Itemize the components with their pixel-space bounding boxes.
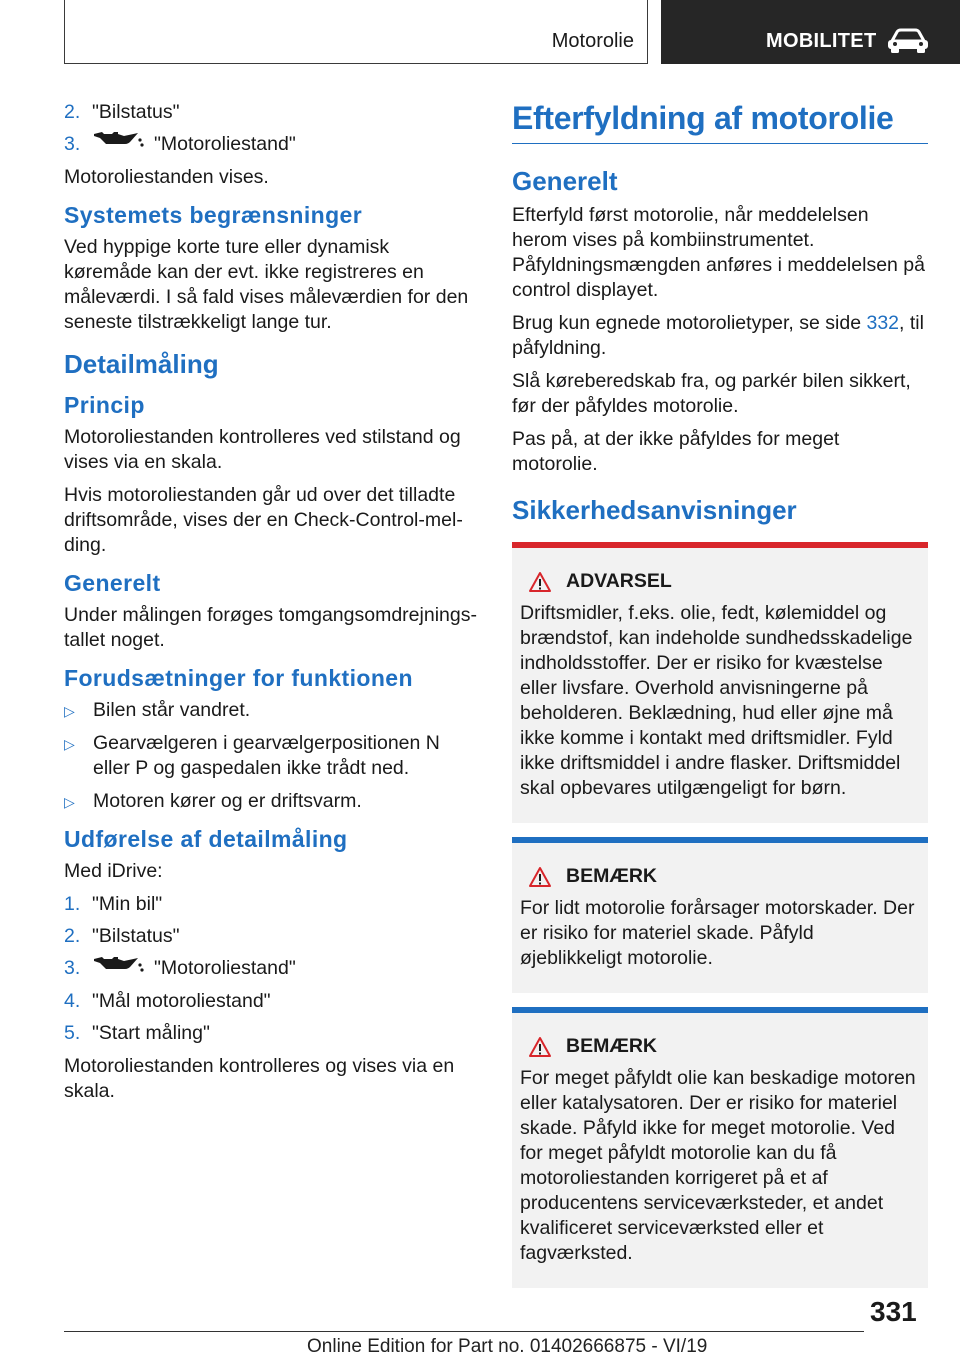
warning-text: Driftsmidler, f.eks. olie, fedt, kølemiddel og brændstof, kan indeholde sundhedsskadelige indholdsstoffer. Der er risiko for kvæstelse eller livsfare. Overhold anvisningerne på beholderen. Beklædning, hud eller øjne må ikke komme i kontakt med driftsmidler. Fyld ikke driftsmiddel i andre flasker. Driftsmiddel skal opbevares utilgængeligt for børn. [520, 602, 913, 799]
triangle-bullet-icon: ▷ [64, 794, 75, 811]
paragraph: Slå køreberedskab fra, og parkér bilen sikkert, før der påfyldes motorolie. [512, 370, 911, 417]
paragraph: Efterfyld først motorolie, når meddelelsen herom vises på kombiinstrumentet. Påfyldningsmængden anføres i meddelelsen på control displayet. [512, 204, 925, 301]
oil-can-icon [92, 130, 144, 155]
heading-perform-measurement: Udførelse af detailmåling [64, 826, 348, 853]
notice-text: For meget påfyldt olie kan beskadige motoren eller katalysatoren. Der er risiko for materiel skade. Påfyld ikke for meget motorolie. Ved for meget påfyldt motorolie kan du få motoroliestanden korrigeret på et af producentens serviceværksteder, et andet kvalificeret serviceværksted eller et fagværksted. [520, 1067, 916, 1264]
heading-general: Generelt [64, 570, 161, 597]
list-item: 3. "Motoroliestand" [64, 956, 478, 981]
oil-can-icon [92, 955, 144, 980]
header-chapter-tab [661, 0, 960, 64]
paragraph: Under målingen forøges tomgangsomdrejningstallet noget. [64, 604, 477, 652]
heading-general: Generelt [512, 166, 618, 196]
notice-text: For lidt motorolie forårsager motorskader. Der er risiko for materiel skade. Påfyld øjeblikkeligt motorolie. [520, 897, 915, 969]
header-section-title: Motorolie [551, 30, 634, 52]
page-title: Efterfyldning af motorolie [512, 100, 928, 144]
list-item: 3. "Motoroliestand" [64, 132, 478, 157]
heading-safety: Sikkerhedsanvisninger [512, 495, 797, 525]
page-number: 331 [870, 1296, 917, 1327]
list-item: ▷ Gearvælgeren i gearvælgerpositionen N eller P og gaspedalen ikke trådt ned. [64, 732, 440, 780]
paragraph: Hvis motoroliestanden går ud over det tilladte driftsområde, vises der en Check-Control-melding. [64, 484, 463, 557]
left-column [64, 100, 478, 1112]
paragraph: Motoroliestanden vises. [64, 166, 269, 189]
heading-principle: Princip [64, 392, 145, 419]
list-item: 4. "Mål motoroliestand" [64, 989, 271, 1012]
warning-triangle-icon [528, 1036, 552, 1058]
right-column [512, 100, 928, 1302]
warning-triangle-icon [528, 866, 552, 888]
chapter-label: MOBILITET [766, 30, 877, 52]
page-reference-link[interactable]: 332 [866, 312, 900, 334]
list-item: 2. "Bilstatus" [64, 925, 180, 948]
list-item: ▷ Bilen står vandret. [64, 698, 478, 723]
paragraph: Ved hyppige korte ture eller dynamisk køremåde kan der evt. ikke registreres en måleværdi. I så fald vises måleværdien for den seneste tilstrækkeligt lange tur. [64, 236, 469, 334]
heading-detail-measurement: Detailmåling [64, 349, 219, 380]
list-item: ▷ Motoren kører og er driftsvarm. [64, 789, 478, 814]
notice-box [512, 837, 928, 993]
car-icon [886, 28, 930, 59]
heading-limitations: Systemets begrænsninger [64, 202, 363, 229]
triangle-bullet-icon: ▷ [64, 703, 75, 720]
paragraph: Motoroliestanden kontrolleres og vises via en skala. [64, 1054, 455, 1102]
warning-triangle-icon [528, 571, 552, 593]
paragraph: Pas på, at der ikke påfyldes for meget motorolie. [512, 428, 840, 475]
triangle-bullet-icon: ▷ [64, 736, 75, 753]
list-item: 5. "Start måling" [64, 1021, 210, 1044]
list-item: 1. "Min bil" [64, 893, 163, 916]
idrive-steps-list [64, 892, 478, 1045]
prerequisites-list [64, 698, 478, 814]
notice-title: BEMÆRK [566, 865, 657, 887]
paragraph: Med iDrive: [64, 860, 163, 883]
warning-title: ADVARSEL [566, 570, 672, 592]
warning-box [512, 542, 928, 823]
paragraph: Motoroliestanden kontrolleres ved stilstand og vises via en skala. [64, 426, 461, 474]
heading-prerequisites: Forudsætninger for funktionen [64, 665, 413, 692]
list-item: 2. "Bilstatus" [64, 101, 180, 123]
status-steps-list [64, 100, 478, 157]
footer-divider [64, 1331, 864, 1332]
paragraph: Brug kun egnede motorolietyper, se side 332, til påfyldning. [512, 312, 924, 359]
notice-box [512, 1007, 928, 1288]
footer-edition: Online Edition for Part no. 01402666875 - VI/19 [307, 1336, 708, 1357]
notice-title: BEMÆRK [566, 1035, 657, 1057]
